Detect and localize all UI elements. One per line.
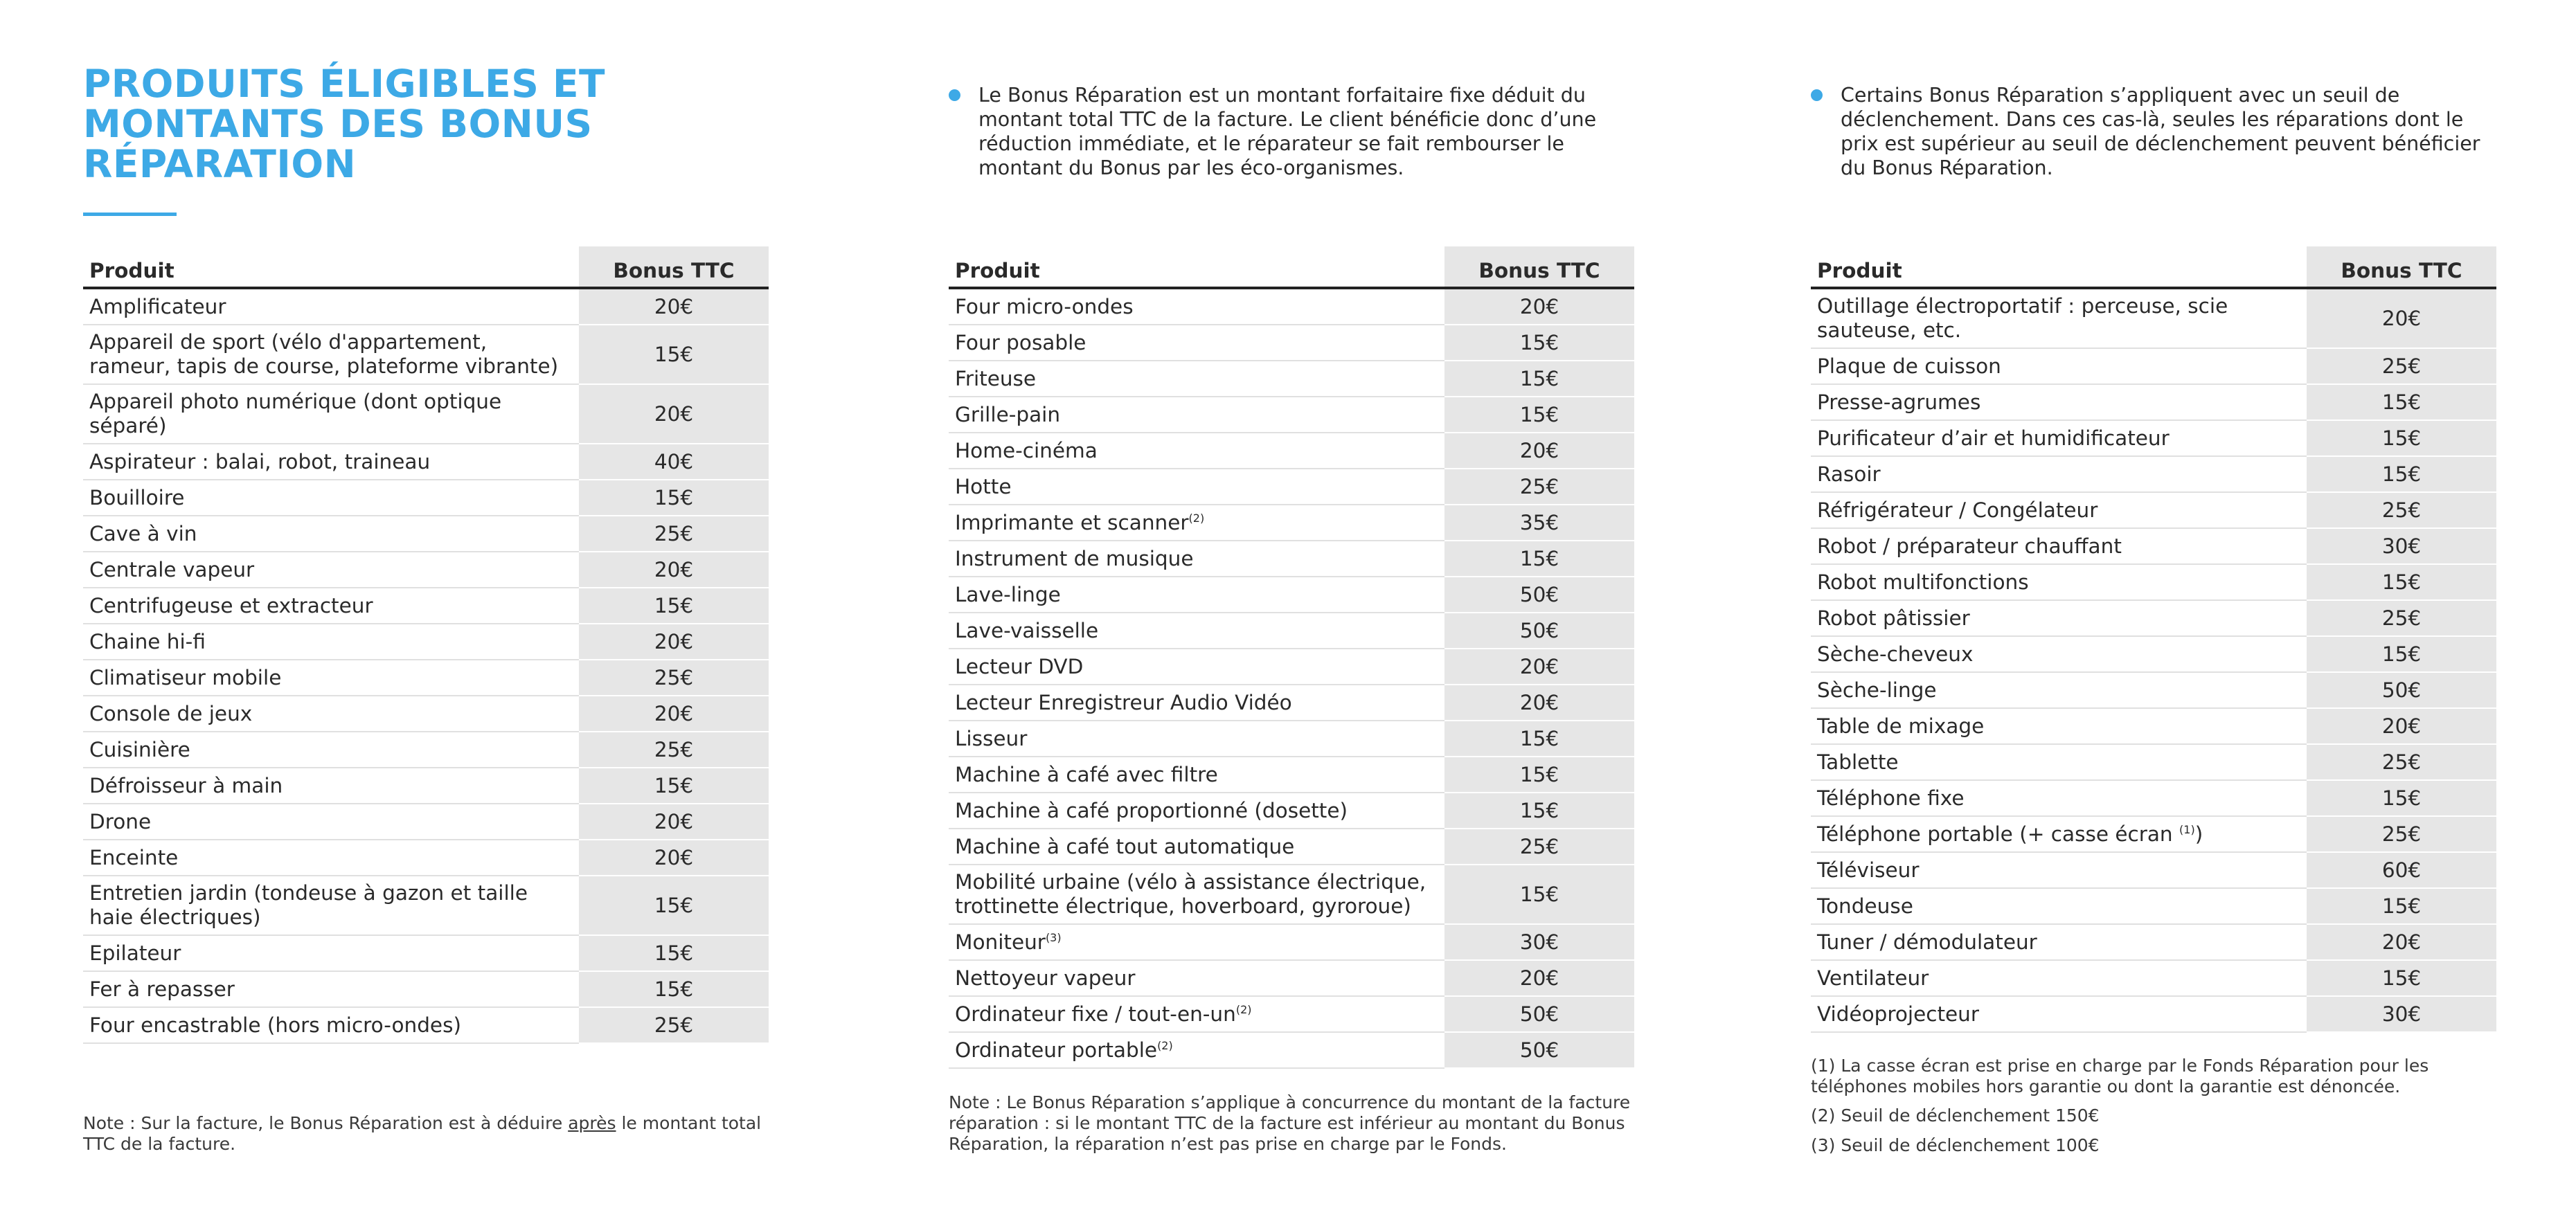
product-name [1811,888,2307,924]
table-row [83,480,769,516]
product-name [83,660,579,696]
page-title [83,64,605,184]
table-row [1811,744,2496,780]
table-body [949,288,1634,1068]
bonus-table-2 [949,246,1634,1069]
table-row [949,996,1634,1032]
product-name [1811,636,2307,672]
product-label: Imprimante et scanner [955,510,1189,534]
product-name [949,1032,1444,1068]
table-row [949,721,1634,757]
product-label: Climatiseur mobile [89,665,282,689]
table-row [1811,348,2496,384]
product-label: Téléphone fixe [1817,786,1965,810]
table-row [949,325,1634,361]
product-name [949,685,1444,721]
column-header-product: Produit [83,246,579,288]
bonus-value: 20€ [579,696,769,732]
product-label: Tablette [1817,750,1899,774]
bonus-value: 20€ [579,624,769,660]
product-name [949,960,1444,996]
table-row [83,935,769,971]
product-label: Entretien jardin (tondeuse à gazon et taille haie électriques) [89,881,528,929]
product-name [83,840,579,876]
product-label: Téléphone portable (+ casse écran [1817,822,2180,846]
product-name [83,768,579,804]
bonus-value: 15€ [1444,361,1634,397]
bonus-value: 15€ [1444,793,1634,829]
table-body [83,288,769,1043]
bonus-value: 25€ [2307,492,2496,528]
table-row [83,876,769,935]
product-label-suffix: ) [2194,822,2203,846]
product-name [949,721,1444,757]
product-label: Machine à café tout automatique [955,834,1295,858]
footnote-ref: (1) [2179,822,2195,836]
table-row [949,577,1634,613]
product-label: Téléviseur [1817,858,1920,882]
bonus-value: 30€ [2307,996,2496,1032]
table-row [83,552,769,588]
bonus-value: 50€ [2307,672,2496,708]
bonus-value: 50€ [1444,996,1634,1032]
table-row [949,960,1634,996]
bonus-value: 40€ [579,444,769,480]
bonus-value: 20€ [1444,433,1634,469]
product-label: Grille-pain [955,402,1061,426]
product-name [949,793,1444,829]
product-label: Centrale vapeur [89,557,255,581]
product-label: Appareil photo numérique (dont optique séparé) [89,390,502,437]
table-row [83,696,769,732]
bonus-value: 25€ [1444,469,1634,505]
table-row [83,971,769,1007]
bonus-value: 15€ [2307,888,2496,924]
product-label: Machine à café avec filtre [955,762,1218,786]
table-row [1811,960,2496,996]
product-name [949,829,1444,865]
bonus-value: 50€ [1444,577,1634,613]
note-deduction [83,1113,776,1155]
table-row [949,397,1634,433]
product-name [83,624,579,660]
product-name [83,325,579,384]
product-name [949,865,1444,924]
product-name [949,757,1444,793]
footnote-ref: (2) [1188,511,1205,525]
bonus-value: 15€ [579,971,769,1007]
product-label: Chaine hi-fi [89,629,206,653]
table-row [949,924,1634,960]
table-row [949,288,1634,325]
bonus-value: 25€ [2307,816,2496,852]
product-label: Robot pâtissier [1817,606,1970,630]
table-row [1811,816,2496,852]
bonus-value: 25€ [2307,600,2496,636]
product-name [1811,672,2307,708]
product-name [949,433,1444,469]
column-header-product: Produit [949,246,1444,288]
table-row [949,361,1634,397]
product-label: Rasoir [1817,462,1881,486]
bonus-value: 20€ [1444,685,1634,721]
table-row [949,613,1634,649]
product-name [949,288,1444,325]
product-label: Epilateur [89,941,181,965]
product-label: Console de jeux [89,701,253,725]
bonus-value: 15€ [579,325,769,384]
bonus-value: 15€ [2307,636,2496,672]
product-label: Tondeuse [1817,894,1913,918]
table-row [83,660,769,696]
product-label: Moniteur [955,930,1046,954]
table-row [83,840,769,876]
bonus-value: 15€ [2307,384,2496,420]
bonus-value: 20€ [2307,924,2496,960]
bonus-value: 15€ [579,876,769,935]
product-label: Robot multifonctions [1817,570,2029,594]
product-name [949,397,1444,433]
product-name [949,541,1444,577]
table-body [1811,288,2496,1032]
bonus-value: 15€ [2307,780,2496,816]
bonus-value: 20€ [2307,288,2496,348]
product-name [1811,348,2307,384]
table-row [83,804,769,840]
product-name [1811,600,2307,636]
product-name [1811,816,2307,852]
product-label: Robot / préparateur chauffant [1817,534,2122,558]
bonus-value: 15€ [1444,865,1634,924]
table-row [83,768,769,804]
bonus-value: 20€ [1444,960,1634,996]
table-row [1811,420,2496,456]
bonus-value: 15€ [1444,325,1634,361]
table-row [949,433,1634,469]
info-text: Certains Bonus Réparation s’appliquent avec un seuil de déclenchement. Dans ces cas-là, seules les réparations dont le prix est supérieur au seuil de déclenchement peuvent bénéficier du Bonus Réparation. [1841,84,2480,179]
bonus-value: 15€ [1444,757,1634,793]
product-name [1811,996,2307,1032]
footnote-2: (2) Seuil de déclenchement 150€ [1811,1105,2100,1126]
bonus-value: 20€ [579,552,769,588]
bonus-value: 20€ [1444,288,1634,325]
product-name [83,732,579,768]
table-row [1811,780,2496,816]
bonus-value: 25€ [579,660,769,696]
product-label: Sèche-cheveux [1817,642,1974,666]
table-row [1811,672,2496,708]
product-name [83,696,579,732]
table-row [949,685,1634,721]
title-underline [83,213,177,216]
product-name [83,480,579,516]
bonus-value: 15€ [579,588,769,624]
bonus-value: 20€ [579,804,769,840]
product-label: Amplificateur [89,294,226,318]
table-row [949,829,1634,865]
product-label: Lave-vaisselle [955,618,1099,642]
bonus-value: 15€ [2307,960,2496,996]
product-name [1811,780,2307,816]
product-label: Vidéoprojecteur [1817,1002,1980,1026]
product-name [949,577,1444,613]
bonus-value: 25€ [2307,744,2496,780]
product-label: Défroisseur à main [89,773,283,797]
product-name [83,444,579,480]
product-name [83,935,579,971]
table-row [83,588,769,624]
table-row [83,624,769,660]
product-label: Ordinateur fixe / tout-en-un [955,1002,1236,1026]
table-row [83,325,769,384]
product-label: Table de mixage [1817,714,1985,738]
bonus-value: 15€ [2307,456,2496,492]
product-name [83,552,579,588]
bullet-dot-icon [949,89,960,101]
table-row [1811,288,2496,348]
table-row [949,865,1634,924]
bonus-value: 20€ [579,384,769,444]
product-name [83,876,579,935]
product-name [1811,456,2307,492]
table-row [949,757,1634,793]
column-header-bonus: Bonus TTC [2307,246,2496,288]
table-row [1811,564,2496,600]
product-name [1811,420,2307,456]
bullet-dot-icon [1811,89,1823,101]
footnote-ref: (2) [1235,1002,1252,1016]
table-row [1811,600,2496,636]
product-name [1811,924,2307,960]
product-name [83,516,579,552]
bonus-value: 50€ [1444,1032,1634,1068]
product-label: Lecteur DVD [955,654,1084,678]
table-row [949,541,1634,577]
product-label: Friteuse [955,366,1037,390]
product-label: Presse-agrumes [1817,390,1981,414]
product-name [83,971,579,1007]
product-name [1811,708,2307,744]
product-label: Lecteur Enregistreur Audio Vidéo [955,690,1292,714]
table-row [1811,528,2496,564]
table-row [1811,708,2496,744]
bonus-value: 15€ [2307,420,2496,456]
table-row [1811,384,2496,420]
note-text: le montant total TTC de la facture. [83,1113,762,1154]
bonus-value: 20€ [579,288,769,325]
bonus-table-1 [83,246,769,1044]
product-label: Instrument de musique [955,546,1194,570]
note-threshold: Note : Le Bonus Réparation s’applique à concurrence du montant de la facture réparation : si le montant TTC de la facture est inférieur au montant du Bonus Réparation, la réparation n’est pas prise en charge par le Fonds. [949,1092,1631,1154]
bonus-value: 15€ [579,768,769,804]
info-bullet-1 [949,83,1634,180]
product-name [1811,492,2307,528]
bonus-value: 60€ [2307,852,2496,888]
product-label: Lave-linge [955,582,1061,606]
note-text: Note : Sur la facture, le Bonus Réparation est à déduire [83,1113,569,1133]
bonus-value: 25€ [579,732,769,768]
product-label: Centrifugeuse et extracteur [89,593,373,617]
product-label: Hotte [955,474,1012,498]
table-row [1811,852,2496,888]
product-name [1811,384,2307,420]
bonus-value: 50€ [1444,613,1634,649]
product-label: Appareil de sport (vélo d'appartement, rameur, tapis de course, plateforme vibrante) [89,330,559,378]
product-label: Réfrigérateur / Congélateur [1817,498,2098,522]
bonus-value: 15€ [579,480,769,516]
product-name [949,613,1444,649]
product-name [949,469,1444,505]
product-label: Ordinateur portable [955,1038,1158,1062]
bonus-value: 15€ [579,935,769,971]
info-bullet-2 [1811,83,2496,180]
table-row [83,732,769,768]
product-label: Fer à repasser [89,977,235,1001]
product-label: Drone [89,809,152,833]
table-row [1811,636,2496,672]
product-name [949,325,1444,361]
footnote-1: (1) La casse écran est prise en charge par le Fonds Réparation pour les téléphones mobiles hors garantie ou dont la garantie est dénoncée. [1811,1056,2429,1096]
bonus-value: 30€ [1444,924,1634,960]
bonus-value: 25€ [1444,829,1634,865]
product-label: Cave à vin [89,521,197,545]
product-name [1811,960,2307,996]
product-name [1811,744,2307,780]
product-name [1811,528,2307,564]
product-name [949,649,1444,685]
footnote-ref: (3) [1045,930,1062,944]
product-name [949,505,1444,541]
table-row [1811,456,2496,492]
column-header-bonus: Bonus TTC [1444,246,1634,288]
title-line: PRODUITS ÉLIGIBLES ET [83,62,606,106]
table-row [1811,924,2496,960]
footnote-3: (3) Seuil de déclenchement 100€ [1811,1135,2100,1155]
note-emphasis: après [568,1113,616,1133]
bonus-value: 15€ [1444,721,1634,757]
product-name [1811,288,2307,348]
product-label: Plaque de cuisson [1817,354,2001,378]
table-row [83,288,769,325]
title-line: RÉPARATION [83,142,357,186]
product-label: Four micro-ondes [955,294,1134,318]
table-row [949,505,1634,541]
product-label: Purificateur d’air et humidificateur [1817,426,2170,450]
table-row [83,1007,769,1043]
table-row [83,444,769,480]
product-label: Enceinte [89,845,179,869]
footnote-ref: (2) [1157,1038,1173,1052]
bonus-value: 25€ [2307,348,2496,384]
product-name [83,384,579,444]
bonus-value: 25€ [579,1007,769,1043]
table-row [83,384,769,444]
product-name [83,804,579,840]
table-row [949,793,1634,829]
table-row [949,649,1634,685]
product-label: Four encastrable (hors micro-ondes) [89,1013,461,1037]
product-name [949,924,1444,960]
product-label: Ventilateur [1817,966,1929,990]
product-label: Aspirateur : balai, robot, traineau [89,449,431,473]
bonus-value: 15€ [2307,564,2496,600]
bonus-value: 20€ [2307,708,2496,744]
product-label: Nettoyeur vapeur [955,966,1136,990]
bonus-value: 25€ [579,516,769,552]
info-text: Le Bonus Réparation est un montant forfaitaire fixe déduit du montant total TTC de la facture. Le client bénéficie donc d’une réduction immédiate, et le réparateur se fait rembourser le montant du Bonus par les éco-organismes. [978,84,1597,179]
product-name [83,288,579,325]
title-line: MONTANTS DES BONUS [83,102,593,146]
product-name [949,996,1444,1032]
product-name [83,588,579,624]
product-label: Outillage électroportatif : perceuse, scie sauteuse, etc. [1817,294,2228,342]
bonus-value: 30€ [2307,528,2496,564]
product-label: Bouilloire [89,485,185,509]
bonus-value: 35€ [1444,505,1634,541]
product-label: Cuisinière [89,737,190,761]
product-label: Home-cinéma [955,438,1098,462]
product-label: Lisseur [955,726,1028,750]
product-label: Mobilité urbaine (vélo à assistance électrique, trottinette électrique, hoverboard, gyroroue) [955,870,1426,918]
product-name [83,1007,579,1043]
column-header-product: Produit [1811,246,2307,288]
product-label: Four posable [955,330,1086,354]
product-label: Sèche-linge [1817,678,1937,702]
bonus-value: 15€ [1444,541,1634,577]
product-label: Tuner / démodulateur [1817,930,2037,954]
bonus-value: 20€ [1444,649,1634,685]
bonus-value: 15€ [1444,397,1634,433]
table-row [949,1032,1634,1068]
table-row [1811,492,2496,528]
product-label: Machine à café proportionné (dosette) [955,798,1348,822]
product-name [1811,852,2307,888]
table-row [83,516,769,552]
product-name [949,361,1444,397]
table-row [1811,996,2496,1032]
table-row [1811,888,2496,924]
column-header-bonus: Bonus TTC [579,246,769,288]
table-row [949,469,1634,505]
bonus-table-3 [1811,246,2496,1033]
bonus-value: 20€ [579,840,769,876]
product-name [1811,564,2307,600]
